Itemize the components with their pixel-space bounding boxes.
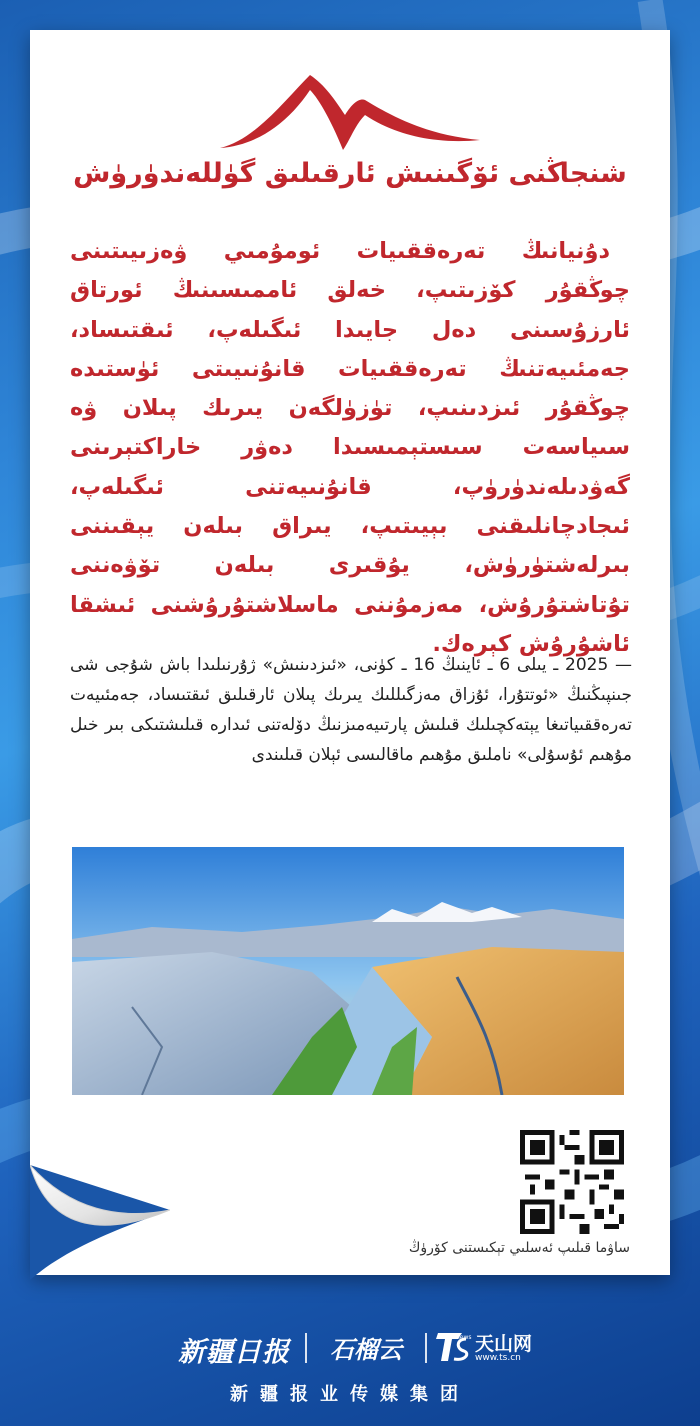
- footer-divider: [425, 1333, 427, 1363]
- page-title: شنجاڭنى ئۆگىنىش ئارقىلىق گۈللەندۈرۈش: [73, 158, 627, 189]
- main-quote-text: دۇنيانىڭ تەرەققىيات ئومۇمىي ۋەزىيىتىنى چوڭقۇر كۆزىتىپ، خەلق ئاممىسىنىڭ ئورتاق ئارزۇسىنى دەل جايىدا ئىگىلەپ، ئىقتىساد، جەمئىيەتنىڭ تەرەققىيات قانۇنىيىتى ئۈستىدە چوڭقۇر ئىزدىنىپ، تۈزۈلگەن يىرىك پىلان ۋە سىياسەت سىستېمىسىدا دەۋر خاراكتېرىنى گەۋدىلەندۈرۈپ، قانۇنىيەتنى ئىگىلەپ، ئىجادچانلىقنى بېيىتىپ، يىراق بىلەن يېقىننى بىرلەشتۈرۈش، يۇقىرى بىلەن تۆۋەننى تۇتاشتۇرۇش، مەزمۇننى ماسلاشتۇرۇشنى ئىشقا ئاشۇرۇش كېرەك.: [70, 238, 630, 657]
- tianshan-net-icon: [436, 1327, 472, 1367]
- tianshan-net-url: www.ts.cn: [475, 1353, 521, 1363]
- tianshan-net-logo: 天山网: [475, 1333, 533, 1355]
- landscape-photo: [72, 847, 624, 1095]
- footer-divider: [305, 1333, 307, 1363]
- main-quote: [70, 232, 630, 664]
- qr-code-icon[interactable]: [520, 1130, 624, 1234]
- qr-caption: ساۋما قىلىپ ئەسلىي تېكىستنى كۆرۈڭ: [408, 1240, 630, 1256]
- xinjiang-daily-logo: 新疆日报: [178, 1337, 290, 1368]
- shiliuyun-logo: 石榴云: [330, 1335, 402, 1364]
- red-mountain-logo: [215, 70, 485, 160]
- page-curl: [30, 1165, 170, 1280]
- source-citation: — 2025 ـ يىلى 6 ـ ئاينىڭ 16 ـ كۈنى، «ئىزدىنىش» ژۇرنىلىدا باش شۇجى شى جىنپىڭنىڭ «ئوتتۇرا، ئۇزاق مەزگىللىك يىرىك پىلان ئارقىلىق ئىقتىساد، جەمئىيەت تەرەققىياتىغا يېتەكچىلىك قىلىش پارتىيەمىزنىڭ دۆلەتنى ئىدارە قىلىشتىكى بىر خىل مۇھىم ئۇسۇلى» ناملىق مۇھىم ماقالىسى ئېلان قىلىندى: [70, 655, 633, 765]
- tianshan-net-icon-sub: news: [456, 1334, 472, 1341]
- media-group-name: 新疆报业传媒集团: [230, 1384, 470, 1405]
- footer: [0, 1325, 700, 1425]
